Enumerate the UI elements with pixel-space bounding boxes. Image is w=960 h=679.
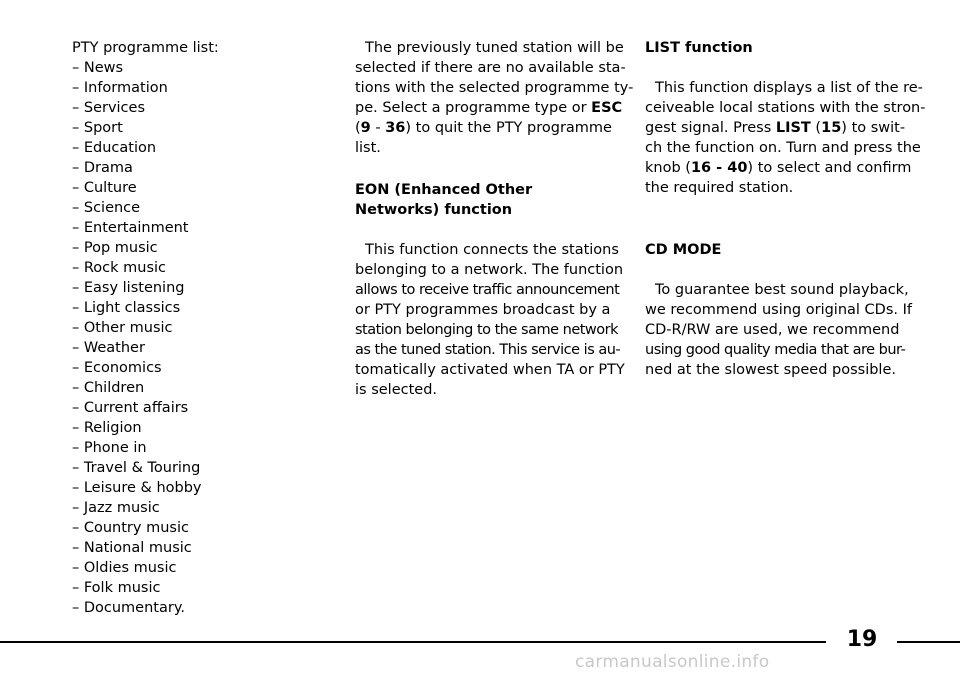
pty-list-item: – Drama (72, 160, 133, 176)
paragraph-line: This function displays a list of the re- (655, 80, 923, 96)
paragraph-line: This function connects the stations (365, 242, 619, 258)
cd-mode-paragraph (645, 280, 912, 380)
pty-list-item: – Entertainment (72, 220, 189, 236)
paragraph-line (645, 158, 912, 178)
paragraph-line: tions with the selected programme ty- (355, 80, 634, 96)
pty-list-item: – Science (72, 200, 141, 216)
paragraph-line (645, 118, 906, 138)
list-function-heading: LIST function (645, 40, 753, 56)
footer-rule-right (897, 641, 960, 643)
pty-fallback-paragraph (355, 38, 634, 158)
pty-list-item: – Culture (72, 180, 137, 196)
list-key-label: LIST (775, 120, 811, 136)
pty-list-item: – Current affairs (72, 400, 189, 416)
paragraph-line: CD-R/RW are used, we recommend (645, 322, 900, 338)
pty-list-item: – Oldies music (72, 560, 177, 576)
pty-list-item: – Education (72, 140, 157, 156)
paragraph-text: knob ( (645, 160, 691, 176)
pty-list-item: – Children (72, 380, 145, 396)
paragraph-line: ch the function on. Turn and press the (645, 140, 921, 156)
paragraph-text: gest signal. Press (645, 120, 776, 136)
key-number-36: 36 (385, 120, 406, 136)
spacer (645, 220, 897, 240)
paragraph-line: list. (355, 140, 381, 156)
pty-list-item: – Country music (72, 520, 189, 536)
pty-list-item: – Sport (72, 120, 123, 136)
spacer (645, 58, 897, 78)
paragraph-line: we recommend using original CDs. If (645, 302, 912, 318)
pty-list-item: – Leisure & hobby (72, 480, 202, 496)
eon-column (355, 38, 634, 400)
pty-list-item: – Easy listening (72, 280, 185, 296)
paragraph-line (355, 98, 623, 118)
knob-key-numbers: 16 - 40 (690, 160, 748, 176)
paragraph-line: To guarantee best sound playback, (655, 282, 909, 298)
paragraph-line: belonging to a network. The function (355, 262, 624, 278)
paragraph-line: ceiveable local stations with the stron- (645, 100, 926, 116)
pty-list-item: – Religion (72, 420, 142, 436)
pty-list-item: – Services (72, 100, 146, 116)
paragraph-line (355, 118, 612, 138)
pty-list-item: – Light classics (72, 300, 181, 316)
paragraph-line: allows to receive traffic announcement (355, 282, 620, 298)
list-function-paragraph (645, 78, 926, 198)
pty-list-item: – National music (72, 540, 192, 556)
paragraph-line: selected if there are no available sta- (355, 60, 626, 76)
pty-list-item: – Economics (72, 360, 162, 376)
spacer (355, 158, 605, 180)
pty-list-item: – Folk music (72, 580, 161, 596)
key-number-9: 9 (360, 120, 371, 136)
pty-list-item: – Travel & Touring (72, 460, 201, 476)
paragraph-line: using good quality media that are bur- (645, 342, 906, 358)
paragraph-text: ) to quit the PTY programme (405, 120, 612, 136)
paragraph-line: the required station. (645, 180, 794, 196)
paragraph-line: station belonging to the same network (355, 322, 619, 338)
paragraph-text: - (370, 120, 386, 136)
pty-list-title: PTY programme list: (72, 40, 219, 56)
pty-list-item: – Other music (72, 320, 173, 336)
paragraph-line: as the tuned station. This service is au- (355, 342, 621, 358)
eon-heading-line-2: Networks) function (355, 202, 513, 218)
paragraph-line: ned at the slowest speed possible. (645, 362, 896, 378)
paragraph-text: ( (810, 120, 822, 136)
pty-list-column (72, 38, 312, 618)
paragraph-text: ) to swit- (841, 120, 906, 136)
paragraph-text: ) to select and confirm (747, 160, 912, 176)
paragraph-text: pe. Select a programme type or (355, 100, 592, 116)
paragraph-line: or PTY programmes broadcast by a (355, 302, 611, 318)
pty-list-item: – Phone in (72, 440, 147, 456)
pty-list-item: – Documentary. (72, 600, 185, 616)
pty-list-item: – Jazz music (72, 500, 160, 516)
paragraph-line: is selected. (355, 382, 438, 398)
key-number-15: 15 (821, 120, 842, 136)
pty-list-item: – Pop music (72, 240, 158, 256)
spacer (645, 198, 897, 220)
spacer (645, 260, 897, 280)
paragraph-line: tomatically activated when TA or PTY (355, 362, 625, 378)
paragraph-line: The previously tuned station will be (365, 40, 624, 56)
cd-mode-heading: CD MODE (645, 242, 722, 258)
list-cd-column (645, 38, 926, 380)
eon-paragraph (355, 240, 625, 400)
eon-heading-line-1: EON (Enhanced Other (355, 182, 533, 198)
spacer (355, 220, 605, 240)
pty-list-item: – News (72, 60, 124, 76)
pty-programme-list (72, 58, 312, 618)
watermark: carmanualsonline.info (575, 652, 770, 672)
pty-list-item: – Information (72, 80, 168, 96)
paragraph-text: ( (355, 120, 361, 136)
page-number: 19 (846, 627, 878, 652)
pty-list-item: – Rock music (72, 260, 167, 276)
footer-rule-left (0, 641, 826, 643)
esc-key-label: ESC (591, 100, 623, 116)
pty-list-item: – Weather (72, 340, 145, 356)
